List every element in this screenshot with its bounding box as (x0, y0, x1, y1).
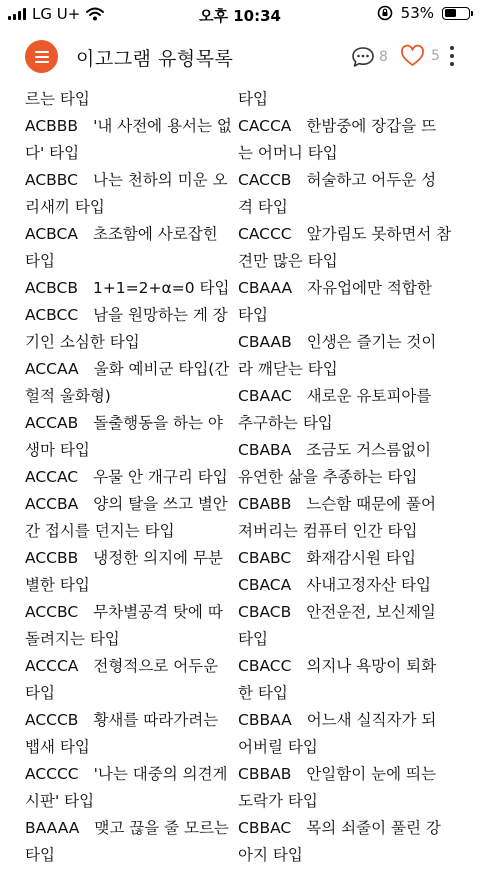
type-description: 의지나 욕망이 퇴화 (306, 657, 437, 675)
list-item (25, 248, 237, 275)
menu-icon (35, 51, 49, 53)
status-bar (0, 0, 480, 28)
list-item (25, 464, 237, 491)
list-item (25, 86, 237, 113)
list-item (238, 734, 450, 761)
list-item (25, 518, 237, 545)
type-description: 타입 (238, 306, 268, 324)
type-code: CBABB (238, 495, 292, 513)
type-code: CBAAC (238, 387, 292, 405)
type-description: 도락가 타입 (238, 792, 318, 810)
right-column (238, 86, 450, 869)
list-item (238, 302, 450, 329)
list-item (238, 113, 450, 140)
list-item (25, 491, 237, 518)
type-code: ACBCB (25, 279, 78, 297)
type-code: CBAAA (238, 279, 293, 297)
type-code: BAAAA (25, 819, 80, 837)
list-item (25, 788, 237, 815)
type-code: ACCCA (25, 657, 79, 675)
type-description: 느슨함 때문에 풀어 (306, 495, 436, 513)
type-code: CBACA (238, 576, 292, 594)
type-description: 1+1=2+α=0 타입 (92, 279, 230, 297)
type-description: 조금도 거스름없이 (306, 441, 432, 459)
page-title: 이고그램 유형목록 (76, 48, 234, 70)
type-code: ACCAC (25, 468, 79, 486)
type-code: ACCBA (25, 495, 79, 513)
list-item (25, 410, 237, 437)
list-item (25, 221, 237, 248)
type-description: 생마 타입 (25, 441, 90, 459)
list-item (238, 437, 450, 464)
list-item (25, 113, 237, 140)
list-item (25, 194, 237, 221)
type-code: CBAAB (238, 333, 292, 351)
list-item (25, 329, 237, 356)
type-description: 기인 소심한 타입 (25, 333, 140, 351)
type-description: 헐적 울화형) (25, 387, 111, 405)
type-description: 타입 (238, 90, 268, 108)
more-icon (450, 46, 454, 50)
list-item (238, 680, 450, 707)
list-item (25, 167, 237, 194)
type-description: 인생은 즐기는 것이 (306, 333, 437, 351)
list-item (25, 572, 237, 599)
battery-percent: 53% (400, 4, 434, 22)
battery-fill (445, 9, 457, 17)
type-description: 리새끼 타입 (25, 198, 105, 216)
type-description: 아지 타입 (238, 846, 303, 864)
type-code: ACBCC (25, 306, 79, 324)
type-description: 새로운 유토피아를 (306, 387, 432, 405)
type-description: 뱁새 타입 (25, 738, 90, 756)
list-item (25, 599, 237, 626)
type-code: CBACC (238, 657, 292, 675)
list-item (25, 653, 237, 680)
type-description: 라 깨닫는 타입 (238, 360, 338, 378)
list-item (238, 761, 450, 788)
list-item (238, 707, 450, 734)
type-description: 져버리는 컴퓨터 인간 타입 (238, 522, 418, 540)
status-time: 오후 10:34 (199, 7, 281, 25)
list-item (25, 140, 237, 167)
heart-icon (400, 45, 425, 67)
type-description: 르는 타입 (25, 90, 90, 108)
type-description: 유연한 삶을 추종하는 타입 (238, 468, 418, 486)
type-description: 사내고정자산 타입 (306, 576, 431, 594)
type-code: ACCCB (25, 711, 79, 729)
app-header (0, 28, 480, 86)
type-description: 다' 타입 (25, 144, 80, 162)
list-item (25, 734, 237, 761)
list-item (25, 761, 237, 788)
type-code: ACCAA (25, 360, 79, 378)
type-description: 견만 많은 타입 (238, 252, 338, 270)
type-description: 돌출행동을 하는 야 (93, 414, 223, 432)
list-item (238, 275, 450, 302)
type-code: ACCBC (25, 603, 79, 621)
type-description: 추구하는 타입 (238, 414, 333, 432)
type-code: CBBAC (238, 819, 292, 837)
type-description: 무차별공격 탓에 따 (93, 603, 223, 621)
type-code: ACCBB (25, 549, 79, 567)
list-item (238, 626, 450, 653)
type-code: CBBAB (238, 765, 292, 783)
list-item (238, 221, 450, 248)
rotation-lock-icon (377, 5, 393, 21)
list-item (25, 356, 237, 383)
type-description: 자유업에만 적합한 (307, 279, 432, 297)
type-code: ACBBB (25, 117, 79, 135)
list-item (238, 329, 450, 356)
type-description: 타입 (25, 684, 55, 702)
type-description: 우물 안 개구리 타입 (93, 468, 228, 486)
type-description: 맺고 끊을 줄 모르는 (94, 819, 229, 837)
list-item (238, 167, 450, 194)
list-item (25, 437, 237, 464)
type-description: 별한 타입 (25, 576, 90, 594)
type-description: 전형적으로 어두운 (93, 657, 219, 675)
left-column (25, 86, 237, 869)
list-item (238, 599, 450, 626)
list-item (25, 815, 237, 842)
list-item (238, 572, 450, 599)
list-item (238, 356, 450, 383)
comment-count: 8 (379, 49, 388, 65)
type-description: 한 타입 (238, 684, 288, 702)
type-code: ACBCA (25, 225, 78, 243)
type-description: 는 어머니 타입 (238, 144, 338, 162)
type-code: CBBAA (238, 711, 292, 729)
type-description: 냉정한 의지에 무분 (93, 549, 223, 567)
list-item (25, 626, 237, 653)
list-item (238, 518, 450, 545)
list-item (25, 842, 237, 869)
list-item (238, 842, 450, 869)
type-description: 남을 원망하는 게 장 (93, 306, 228, 324)
list-item (238, 383, 450, 410)
type-description: 황새를 따라가려는 (93, 711, 219, 729)
type-code: CBABC (238, 549, 292, 567)
type-description: 한밤중에 장갑을 뜨 (306, 117, 437, 135)
comment-button[interactable] (351, 46, 388, 68)
type-description: '내 사전에 용서는 없 (93, 117, 232, 135)
type-description: 나는 천하의 미운 오 (92, 171, 228, 189)
type-code: CACCA (238, 117, 292, 135)
type-description: 목의 쇠줄이 풀린 강 (306, 819, 441, 837)
list-item (238, 788, 450, 815)
type-description: 허술하고 어두운 성 (306, 171, 437, 189)
list-item (238, 248, 450, 275)
list-item (25, 275, 237, 302)
list-item (238, 86, 450, 113)
list-item (238, 815, 450, 842)
type-description: 간 접시를 던지는 타입 (25, 522, 175, 540)
more-options-button[interactable] (446, 46, 458, 66)
type-description: 안일함이 눈에 띄는 (306, 765, 436, 783)
carrier-label: LG U+ (32, 5, 81, 23)
list-item (238, 464, 450, 491)
type-description: 화재감시원 타입 (306, 549, 416, 567)
type-code: CACCC (238, 225, 292, 243)
like-count: 5 (431, 48, 440, 64)
like-button[interactable] (400, 45, 440, 67)
type-description: '나는 대중의 의견게 (93, 765, 228, 783)
type-description: 초조함에 사로잡힌 (92, 225, 218, 243)
menu-button[interactable] (25, 40, 58, 73)
type-code: ACCAB (25, 414, 79, 432)
type-code: CBABA (238, 441, 292, 459)
list-item (25, 707, 237, 734)
list-item (238, 194, 450, 221)
type-description: 앞가림도 못하면서 참 (306, 225, 452, 243)
list-item (25, 680, 237, 707)
type-description: 돌려지는 타입 (25, 630, 120, 648)
type-description: 타입 (238, 630, 268, 648)
type-code: CACCB (238, 171, 292, 189)
type-description: 타입 (25, 252, 55, 270)
type-description: 시판' 타입 (25, 792, 95, 810)
list-item (25, 302, 237, 329)
list-item (238, 653, 450, 680)
type-description: 어버릴 타입 (238, 738, 318, 756)
list-item (25, 545, 237, 572)
type-description: 격 타입 (238, 198, 288, 216)
comment-icon (351, 46, 375, 68)
status-right (377, 4, 470, 22)
type-code: ACCCC (25, 765, 79, 783)
list-item (238, 545, 450, 572)
type-code: ACBBC (25, 171, 78, 189)
list-item (238, 491, 450, 518)
list-item (238, 140, 450, 167)
type-description: 안전운전, 보신제일 (306, 603, 436, 621)
type-code: CBACB (238, 603, 292, 621)
type-description: 울화 예비군 타입(간 (93, 360, 230, 378)
list-item (25, 383, 237, 410)
type-description: 어느새 실직자가 되 (306, 711, 437, 729)
battery-icon (442, 7, 470, 20)
list-item (238, 410, 450, 437)
type-list (0, 86, 480, 864)
type-description: 타입 (25, 846, 55, 864)
type-description: 양의 탈을 쓰고 별안 (93, 495, 228, 513)
